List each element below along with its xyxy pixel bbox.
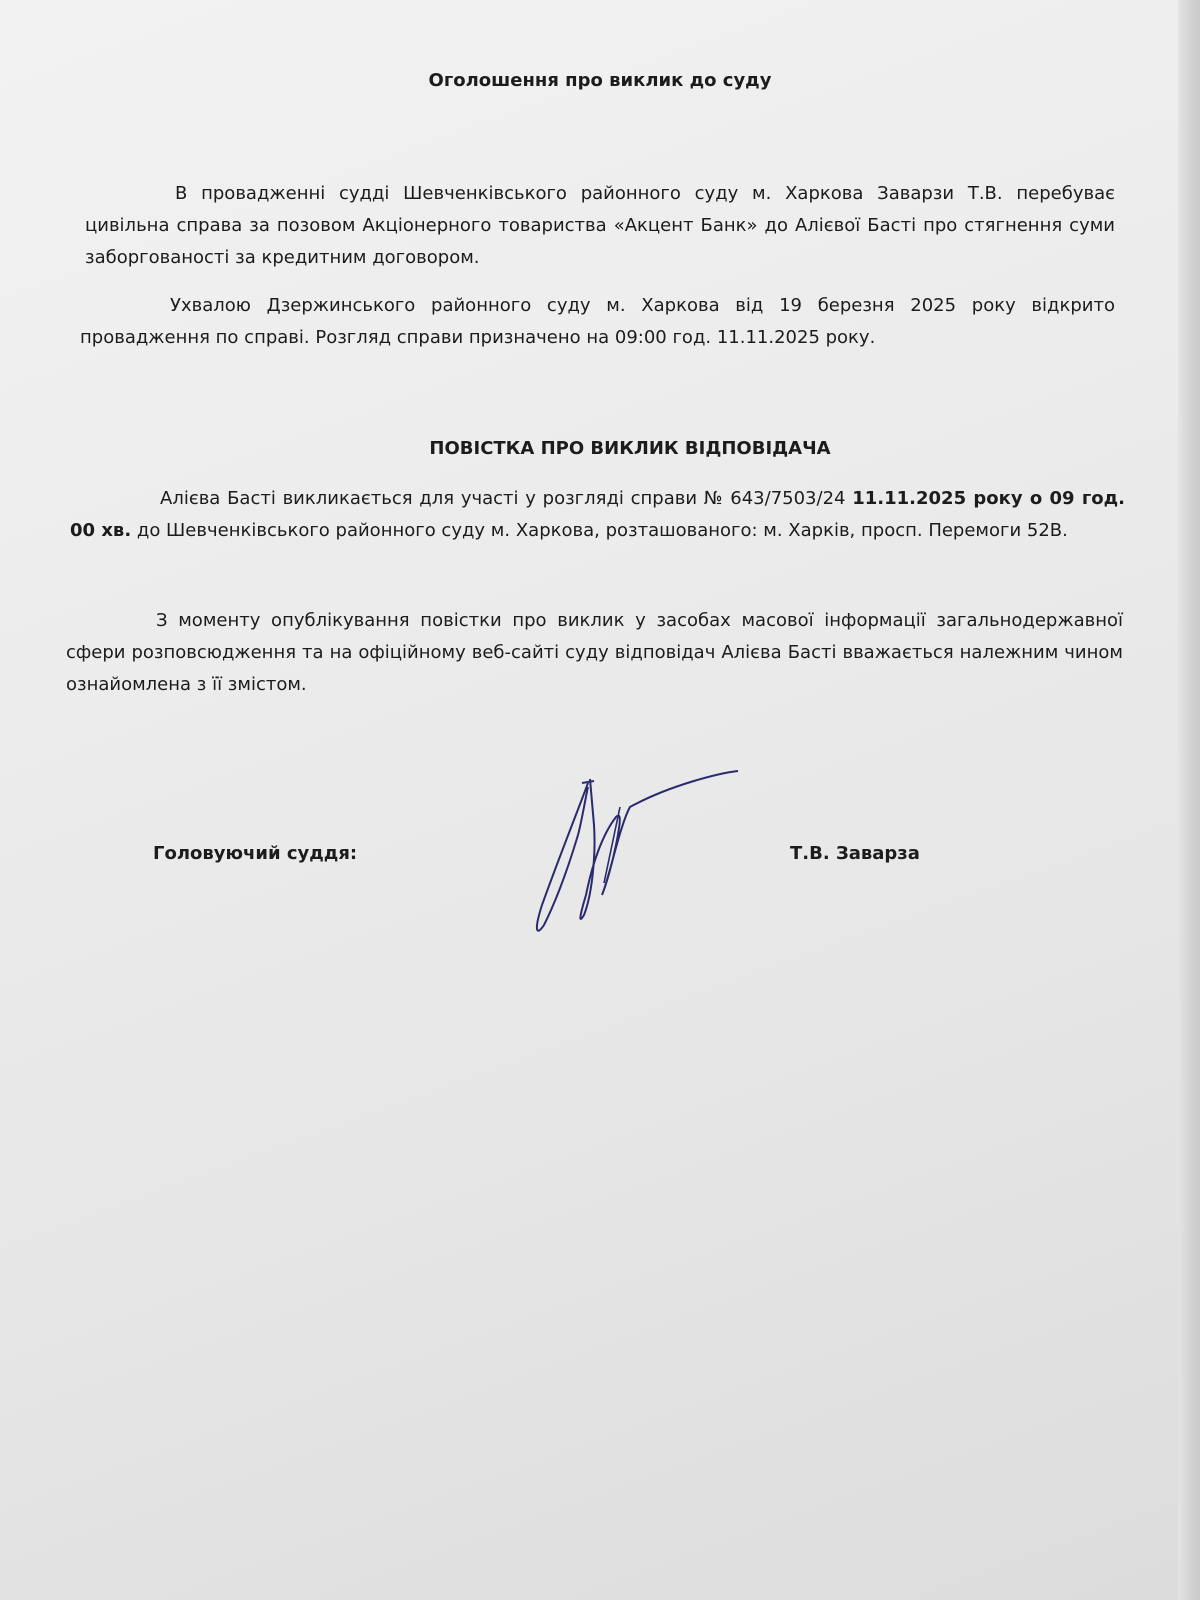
presiding-judge-label: Головуючий суддя: (153, 843, 358, 864)
summons-datetime: 11.11.2025 року о 09 год. 00 хв. (70, 488, 1125, 541)
summons-paragraph-1 (70, 483, 1125, 547)
page-edge-shadow (1178, 0, 1200, 1600)
summons-title: ПОВІСТКА ПРО ВИКЛИК ВІДПОВІДАЧА (429, 438, 831, 459)
handwritten-signature (520, 765, 780, 955)
intro-paragraph-1: В провадженні судді Шевченківського районного суду м. Харкова Заварзи Т.В. перебуває цивільна справа за позовом Акціонерного товариства «Акцент Банк» до Алієвої Басті про стягнення суми заборгованості за кредитним договором. (85, 183, 1115, 268)
judge-name: Т.В. Заварза (790, 843, 920, 864)
intro-paragraph-2: Ухвалою Дзержинського районного суду м. Харкова від 19 березня 2025 року відкрито провадження по справі. Розгляд справи призначено на 09:00 год. 11.11.2025 року. (80, 295, 1115, 348)
document-title: Оголошення про виклик до суду (428, 70, 772, 91)
summons-text-before: Алієва Басті викликається для участі у розгляді справи № 643/7503/24 (160, 488, 853, 509)
summons-text-after: до Шевченківського районного суду м. Харкова, розташованого: м. Харків, просп. Перемоги 52В. (131, 520, 1068, 541)
summons-paragraph-2: З моменту опублікування повістки про виклик у засобах масової інформації загальнодержавної сфери розповсюдження та на офіційному веб-сайті суду відповідач Алієва Басті вважається належним чином ознайомлена з її змістом. (66, 610, 1123, 695)
